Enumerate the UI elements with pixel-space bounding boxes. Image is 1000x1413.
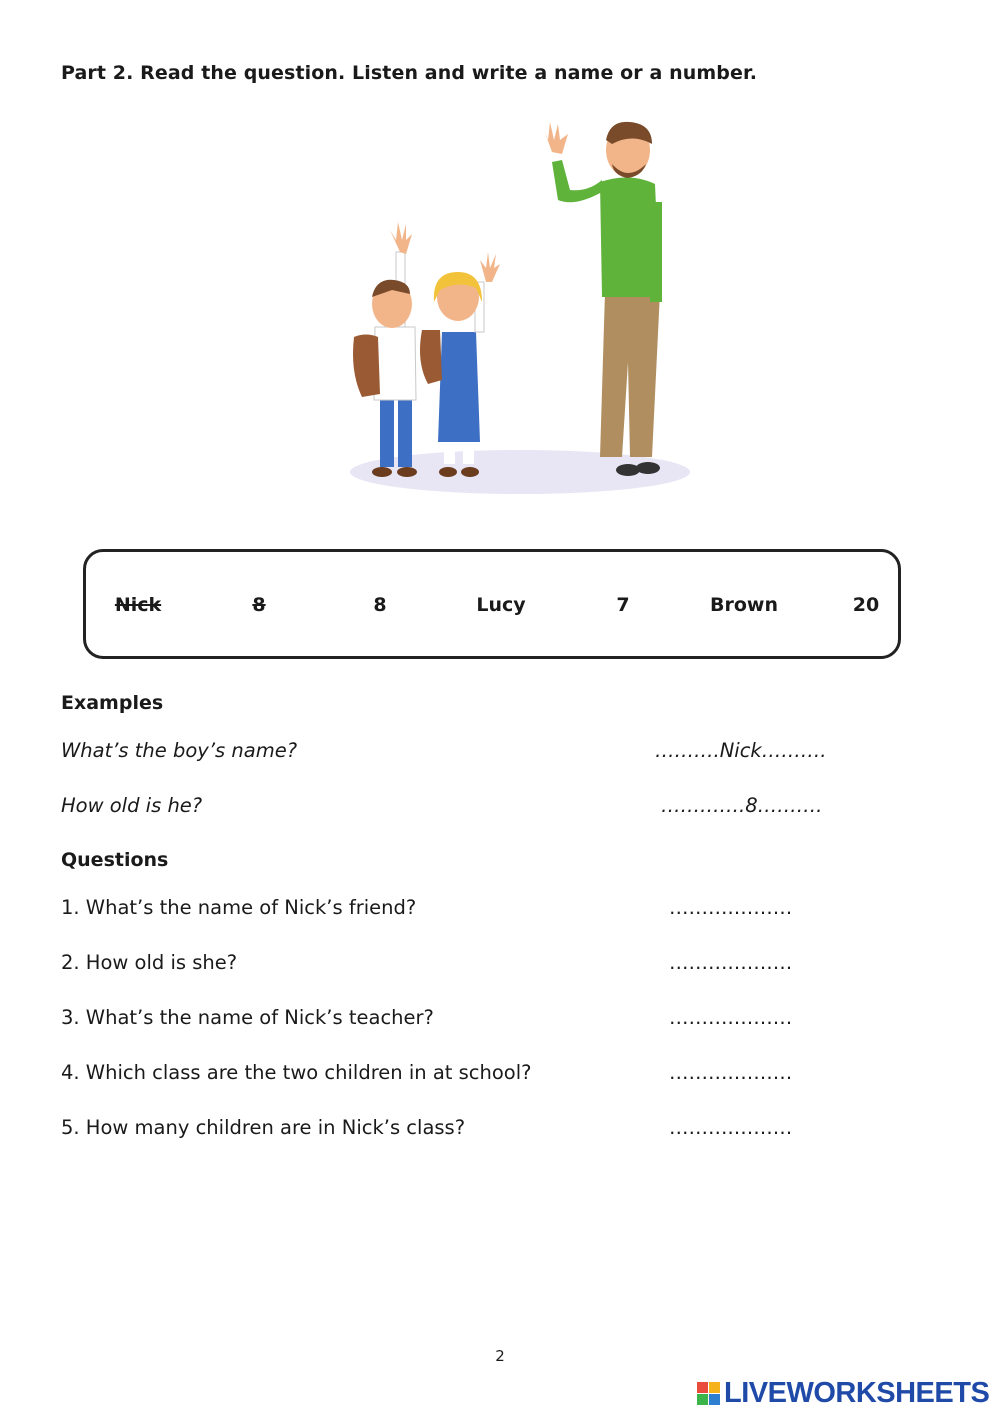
page-heading: Part 2. Read the question. Listen and write a name or a number. [61,62,758,84]
word-bank-item: Lucy [476,594,526,616]
question-row [61,1061,921,1091]
word-bank-item: Brown [710,594,778,616]
illustration-children-and-teacher [330,112,710,512]
girl-figure [420,252,500,477]
answer-blank[interactable]: ……….……… [669,1116,793,1139]
brand-name: LIVEWORKSHEETS [724,1376,990,1409]
examples-title: Examples [61,692,164,714]
question-text: 4. Which class are the two children in at school? [61,1061,532,1084]
page-number: 2 [495,1347,505,1365]
question-row [61,896,921,926]
question-text: 3. What’s the name of Nick’s teacher? [61,1006,434,1029]
word-bank-item: 7 [616,594,630,616]
logo-icon [697,1382,720,1405]
example-question: How old is he? [61,794,203,817]
example-question: What’s the boy’s name? [61,739,298,762]
word-bank-item: 20 [852,594,880,616]
question-text: 2. How old is she? [61,951,238,974]
word-bank-item: 8 [373,594,387,616]
answer-blank[interactable]: ……….……… [669,1061,793,1084]
word-bank-item: 8 [252,594,266,616]
question-row [61,1006,921,1036]
boy-figure [353,222,417,477]
word-bank-box [83,549,901,659]
example-answer: ……….Nick………. [655,739,827,762]
question-row [61,1116,921,1146]
word-bank-item: Nick [114,594,162,616]
example-answer: ………….8………. [661,794,823,817]
answer-blank[interactable]: ……….……… [669,1006,793,1029]
teacher-figure [544,122,662,476]
liveworksheets-logo [697,1378,989,1408]
question-row [61,951,921,981]
example-row [61,739,921,769]
example-row [61,794,921,824]
answer-blank[interactable]: ……….……… [669,896,793,919]
answer-blank[interactable]: ……….……… [669,951,793,974]
question-text: 1. What’s the name of Nick’s friend? [61,896,417,919]
question-text: 5. How many children are in Nick’s class? [61,1116,466,1139]
questions-title: Questions [61,849,169,871]
